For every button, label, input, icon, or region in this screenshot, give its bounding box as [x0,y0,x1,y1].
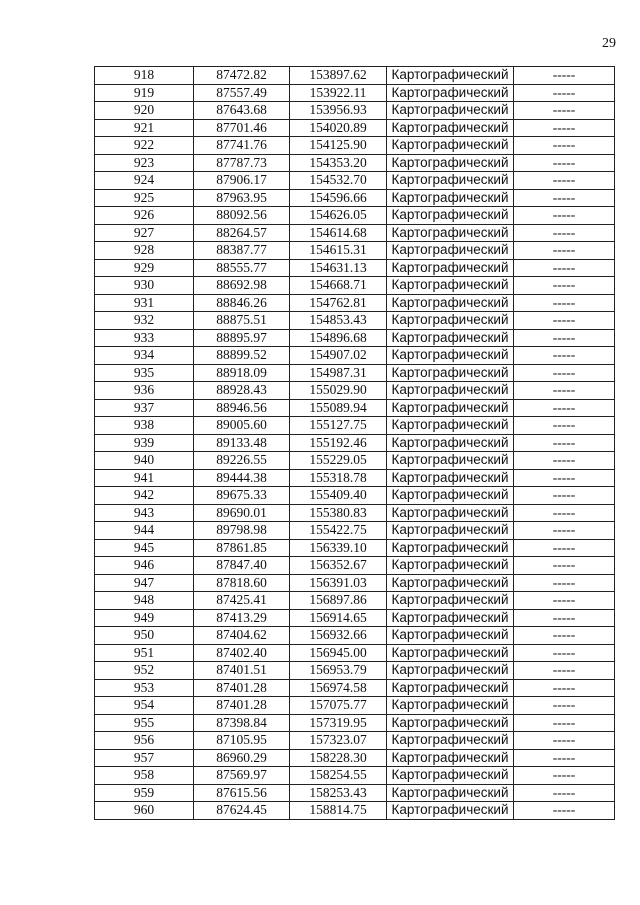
table-row [95,312,615,330]
method-cell: Картографический [387,732,514,750]
point-number-cell: 950 [95,627,194,645]
y-coordinate-cell: 155318.78 [290,469,387,487]
table-row [95,574,615,592]
error-cell: ----- [514,67,615,85]
error-cell: ----- [514,574,615,592]
y-coordinate-cell: 156914.65 [290,609,387,627]
table-row [95,207,615,225]
error-cell: ----- [514,154,615,172]
y-coordinate-cell: 154907.02 [290,347,387,365]
table-row [95,784,615,802]
table-row [95,557,615,575]
error-cell: ----- [514,784,615,802]
point-number-cell: 928 [95,242,194,260]
method-cell: Картографический [387,539,514,557]
y-coordinate-cell: 156391.03 [290,574,387,592]
y-coordinate-cell: 154853.43 [290,312,387,330]
method-cell: Картографический [387,119,514,137]
y-coordinate-cell: 154596.66 [290,189,387,207]
point-number-cell: 949 [95,609,194,627]
error-cell: ----- [514,277,615,295]
x-coordinate-cell: 87472.82 [194,67,290,85]
table-row [95,504,615,522]
error-cell: ----- [514,364,615,382]
x-coordinate-cell: 88264.57 [194,224,290,242]
method-cell: Картографический [387,417,514,435]
table-row [95,67,615,85]
x-coordinate-cell: 87402.40 [194,644,290,662]
method-cell: Картографический [387,504,514,522]
y-coordinate-cell: 154626.05 [290,207,387,225]
point-number-cell: 930 [95,277,194,295]
point-number-cell: 934 [95,347,194,365]
x-coordinate-cell: 87701.46 [194,119,290,137]
method-cell: Картографический [387,522,514,540]
x-coordinate-cell: 88846.26 [194,294,290,312]
method-cell: Картографический [387,154,514,172]
y-coordinate-cell: 154125.90 [290,137,387,155]
x-coordinate-cell: 87401.28 [194,697,290,715]
point-number-cell: 918 [95,67,194,85]
point-number-cell: 942 [95,487,194,505]
method-cell: Картографический [387,224,514,242]
method-cell: Картографический [387,609,514,627]
y-coordinate-cell: 155127.75 [290,417,387,435]
point-number-cell: 938 [95,417,194,435]
x-coordinate-cell: 88555.77 [194,259,290,277]
error-cell: ----- [514,609,615,627]
table-row [95,137,615,155]
error-cell: ----- [514,382,615,400]
table-row [95,452,615,470]
x-coordinate-cell: 86960.29 [194,749,290,767]
error-cell: ----- [514,767,615,785]
table-row [95,84,615,102]
point-number-cell: 947 [95,574,194,592]
error-cell: ----- [514,504,615,522]
point-number-cell: 933 [95,329,194,347]
y-coordinate-cell: 154762.81 [290,294,387,312]
x-coordinate-cell: 88692.98 [194,277,290,295]
y-coordinate-cell: 154020.89 [290,119,387,137]
y-coordinate-cell: 156352.67 [290,557,387,575]
x-coordinate-cell: 89690.01 [194,504,290,522]
point-number-cell: 958 [95,767,194,785]
y-coordinate-cell: 155422.75 [290,522,387,540]
y-coordinate-cell: 155229.05 [290,452,387,470]
table-row [95,767,615,785]
table-row [95,277,615,295]
point-number-cell: 945 [95,539,194,557]
point-number-cell: 922 [95,137,194,155]
point-number-cell: 944 [95,522,194,540]
y-coordinate-cell: 155192.46 [290,434,387,452]
error-cell: ----- [514,452,615,470]
point-number-cell: 939 [95,434,194,452]
point-number-cell: 959 [95,784,194,802]
point-number-cell: 953 [95,679,194,697]
error-cell: ----- [514,137,615,155]
method-cell: Картографический [387,84,514,102]
method-cell: Картографический [387,364,514,382]
error-cell: ----- [514,102,615,120]
method-cell: Картографический [387,697,514,715]
method-cell: Картографический [387,469,514,487]
error-cell: ----- [514,172,615,190]
table-row [95,679,615,697]
point-number-cell: 935 [95,364,194,382]
point-number-cell: 956 [95,732,194,750]
y-coordinate-cell: 156897.86 [290,592,387,610]
x-coordinate-cell: 88946.56 [194,399,290,417]
error-cell: ----- [514,522,615,540]
y-coordinate-cell: 156945.00 [290,644,387,662]
x-coordinate-cell: 87741.76 [194,137,290,155]
point-number-cell: 952 [95,662,194,680]
y-coordinate-cell: 158228.30 [290,749,387,767]
table-row [95,592,615,610]
method-cell: Картографический [387,259,514,277]
y-coordinate-cell: 153897.62 [290,67,387,85]
error-cell: ----- [514,224,615,242]
y-coordinate-cell: 157319.95 [290,714,387,732]
method-cell: Картографический [387,644,514,662]
method-cell: Картографический [387,102,514,120]
method-cell: Картографический [387,207,514,225]
method-cell: Картографический [387,784,514,802]
y-coordinate-cell: 154614.68 [290,224,387,242]
table-row [95,609,615,627]
table-row [95,224,615,242]
table-row [95,627,615,645]
x-coordinate-cell: 88387.77 [194,242,290,260]
point-number-cell: 941 [95,469,194,487]
y-coordinate-cell: 154668.71 [290,277,387,295]
method-cell: Картографический [387,294,514,312]
method-cell: Картографический [387,312,514,330]
x-coordinate-cell: 88895.97 [194,329,290,347]
method-cell: Картографический [387,382,514,400]
method-cell: Картографический [387,662,514,680]
x-coordinate-cell: 89226.55 [194,452,290,470]
point-number-cell: 946 [95,557,194,575]
method-cell: Картографический [387,137,514,155]
table-row [95,154,615,172]
x-coordinate-cell: 87401.28 [194,679,290,697]
error-cell: ----- [514,312,615,330]
error-cell: ----- [514,207,615,225]
y-coordinate-cell: 156953.79 [290,662,387,680]
point-number-cell: 925 [95,189,194,207]
x-coordinate-cell: 87398.84 [194,714,290,732]
table-row [95,749,615,767]
error-cell: ----- [514,627,615,645]
y-coordinate-cell: 154631.13 [290,259,387,277]
table-row [95,697,615,715]
y-coordinate-cell: 153956.93 [290,102,387,120]
method-cell: Картографический [387,714,514,732]
method-cell: Картографический [387,67,514,85]
x-coordinate-cell: 87557.49 [194,84,290,102]
y-coordinate-cell: 154615.31 [290,242,387,260]
x-coordinate-cell: 87425.41 [194,592,290,610]
method-cell: Картографический [387,434,514,452]
table-row [95,522,615,540]
point-number-cell: 937 [95,399,194,417]
method-cell: Картографический [387,329,514,347]
table-row [95,539,615,557]
point-number-cell: 927 [95,224,194,242]
error-cell: ----- [514,434,615,452]
point-number-cell: 936 [95,382,194,400]
error-cell: ----- [514,242,615,260]
y-coordinate-cell: 154353.20 [290,154,387,172]
y-coordinate-cell: 155380.83 [290,504,387,522]
y-coordinate-cell: 156339.10 [290,539,387,557]
x-coordinate-cell: 87818.60 [194,574,290,592]
table-row [95,417,615,435]
method-cell: Картографический [387,172,514,190]
table-row [95,714,615,732]
error-cell: ----- [514,259,615,277]
table-row [95,434,615,452]
table-row [95,469,615,487]
table-row [95,662,615,680]
error-cell: ----- [514,732,615,750]
x-coordinate-cell: 87624.45 [194,802,290,820]
method-cell: Картографический [387,277,514,295]
y-coordinate-cell: 157323.07 [290,732,387,750]
table-row [95,119,615,137]
error-cell: ----- [514,749,615,767]
error-cell: ----- [514,592,615,610]
method-cell: Картографический [387,399,514,417]
table-row [95,732,615,750]
error-cell: ----- [514,644,615,662]
error-cell: ----- [514,662,615,680]
method-cell: Картографический [387,347,514,365]
x-coordinate-cell: 87861.85 [194,539,290,557]
table-row [95,487,615,505]
error-cell: ----- [514,119,615,137]
y-coordinate-cell: 158814.75 [290,802,387,820]
y-coordinate-cell: 155409.40 [290,487,387,505]
method-cell: Картографический [387,679,514,697]
y-coordinate-cell: 158254.55 [290,767,387,785]
table-row [95,399,615,417]
x-coordinate-cell: 87413.29 [194,609,290,627]
x-coordinate-cell: 88928.43 [194,382,290,400]
error-cell: ----- [514,539,615,557]
y-coordinate-cell: 153922.11 [290,84,387,102]
table-row [95,644,615,662]
point-number-cell: 926 [95,207,194,225]
point-number-cell: 921 [95,119,194,137]
method-cell: Картографический [387,557,514,575]
point-number-cell: 931 [95,294,194,312]
x-coordinate-cell: 87787.73 [194,154,290,172]
y-coordinate-cell: 158253.43 [290,784,387,802]
method-cell: Картографический [387,242,514,260]
x-coordinate-cell: 87847.40 [194,557,290,575]
table-row [95,102,615,120]
x-coordinate-cell: 89444.38 [194,469,290,487]
y-coordinate-cell: 154532.70 [290,172,387,190]
method-cell: Картографический [387,749,514,767]
y-coordinate-cell: 154896.68 [290,329,387,347]
table-row [95,172,615,190]
error-cell: ----- [514,399,615,417]
method-cell: Картографический [387,189,514,207]
method-cell: Картографический [387,802,514,820]
error-cell: ----- [514,469,615,487]
method-cell: Картографический [387,452,514,470]
y-coordinate-cell: 155089.94 [290,399,387,417]
y-coordinate-cell: 155029.90 [290,382,387,400]
table-row [95,259,615,277]
table-row [95,294,615,312]
point-number-cell: 920 [95,102,194,120]
point-number-cell: 923 [95,154,194,172]
error-cell: ----- [514,487,615,505]
method-cell: Картографический [387,627,514,645]
point-number-cell: 919 [95,84,194,102]
page-number: 29 [602,36,616,51]
x-coordinate-cell: 88875.51 [194,312,290,330]
x-coordinate-cell: 89005.60 [194,417,290,435]
point-number-cell: 951 [95,644,194,662]
error-cell: ----- [514,294,615,312]
point-number-cell: 940 [95,452,194,470]
y-coordinate-cell: 157075.77 [290,697,387,715]
x-coordinate-cell: 87615.56 [194,784,290,802]
method-cell: Картографический [387,487,514,505]
x-coordinate-cell: 87569.97 [194,767,290,785]
table-row [95,382,615,400]
x-coordinate-cell: 87906.17 [194,172,290,190]
coordinates-table [94,66,615,820]
point-number-cell: 955 [95,714,194,732]
table-row [95,329,615,347]
point-number-cell: 954 [95,697,194,715]
x-coordinate-cell: 87963.95 [194,189,290,207]
x-coordinate-cell: 88899.52 [194,347,290,365]
point-number-cell: 948 [95,592,194,610]
x-coordinate-cell: 87401.51 [194,662,290,680]
error-cell: ----- [514,347,615,365]
x-coordinate-cell: 87404.62 [194,627,290,645]
point-number-cell: 929 [95,259,194,277]
error-cell: ----- [514,417,615,435]
x-coordinate-cell: 89675.33 [194,487,290,505]
error-cell: ----- [514,714,615,732]
table-row [95,242,615,260]
table-row [95,347,615,365]
error-cell: ----- [514,557,615,575]
point-number-cell: 924 [95,172,194,190]
y-coordinate-cell: 156932.66 [290,627,387,645]
x-coordinate-cell: 87643.68 [194,102,290,120]
y-coordinate-cell: 154987.31 [290,364,387,382]
x-coordinate-cell: 88092.56 [194,207,290,225]
error-cell: ----- [514,329,615,347]
error-cell: ----- [514,189,615,207]
error-cell: ----- [514,802,615,820]
error-cell: ----- [514,84,615,102]
method-cell: Картографический [387,574,514,592]
point-number-cell: 932 [95,312,194,330]
method-cell: Картографический [387,767,514,785]
coordinates-table-body [95,67,615,820]
error-cell: ----- [514,697,615,715]
point-number-cell: 957 [95,749,194,767]
table-row [95,189,615,207]
point-number-cell: 960 [95,802,194,820]
table-row [95,802,615,820]
x-coordinate-cell: 88918.09 [194,364,290,382]
x-coordinate-cell: 89798.98 [194,522,290,540]
x-coordinate-cell: 89133.48 [194,434,290,452]
y-coordinate-cell: 156974.58 [290,679,387,697]
table-row [95,364,615,382]
x-coordinate-cell: 87105.95 [194,732,290,750]
point-number-cell: 943 [95,504,194,522]
error-cell: ----- [514,679,615,697]
method-cell: Картографический [387,592,514,610]
